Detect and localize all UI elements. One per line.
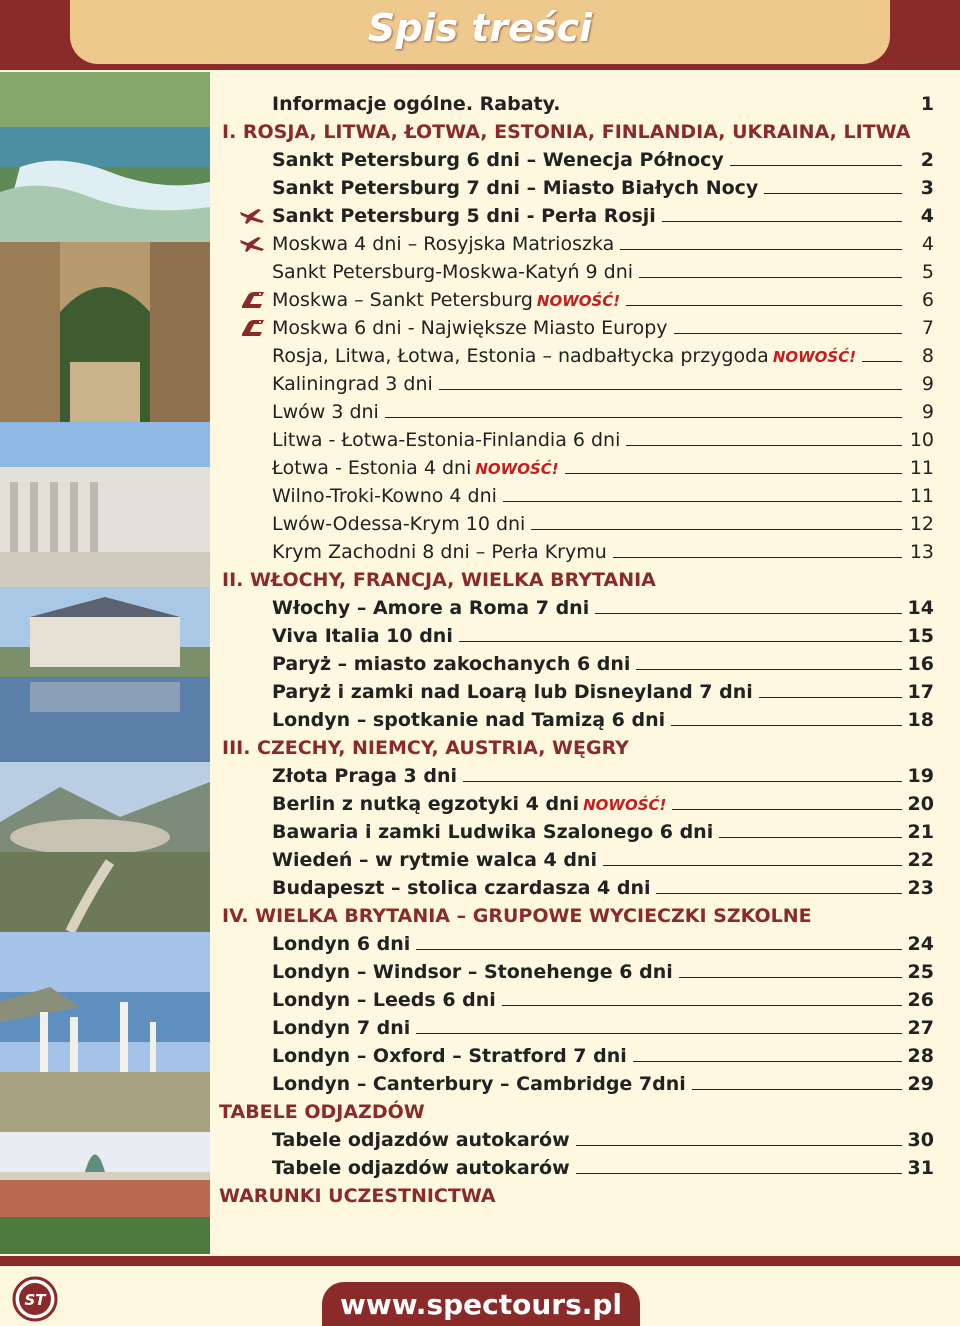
toc-entry[interactable] <box>272 930 410 958</box>
new-badge: NOWOŚĆ! <box>536 292 621 310</box>
toc-entry[interactable] <box>272 958 673 986</box>
toc-row[interactable] <box>0 650 960 678</box>
toc-entry[interactable] <box>272 818 713 846</box>
plane-icon <box>238 206 266 226</box>
toc-row[interactable] <box>0 958 960 986</box>
leader-line <box>595 613 902 614</box>
page-number: 19 <box>907 765 934 787</box>
page-number: 4 <box>921 233 934 255</box>
toc-row[interactable] <box>0 1042 960 1070</box>
section-heading: III. CZECHY, NIEMCY, AUSTRIA, WĘGRY <box>222 737 629 759</box>
section-heading: IV. WIELKA BRYTANIA – GRUPOWE WYCIECZKI SZKOLNE <box>222 905 812 927</box>
toc-entry-title: Tabele odjazdów autokarów <box>272 1157 570 1179</box>
toc-entry[interactable] <box>272 1042 627 1070</box>
toc-row[interactable] <box>0 790 960 818</box>
leader-line <box>633 1061 902 1062</box>
leader-line <box>576 1173 902 1174</box>
leader-line <box>656 893 902 894</box>
toc-entry-title: Budapeszt – stolica czardasza 4 dni <box>272 877 651 899</box>
toc-entry[interactable] <box>272 846 597 874</box>
toc-row[interactable] <box>0 258 960 286</box>
page-number: 30 <box>907 1129 934 1151</box>
leader-line <box>679 977 902 978</box>
toc-entry[interactable] <box>272 286 620 315</box>
leader-line <box>626 445 902 446</box>
toc-entry[interactable] <box>272 1014 410 1042</box>
toc-row[interactable] <box>0 510 960 538</box>
toc-row[interactable] <box>0 706 960 734</box>
toc-entry[interactable] <box>272 314 668 342</box>
toc-row[interactable] <box>0 286 960 314</box>
page-number: 24 <box>907 933 934 955</box>
toc-entry-title: Tabele odjazdów autokarów <box>272 1129 570 1151</box>
leader-line <box>613 557 902 558</box>
toc-entry[interactable] <box>272 678 753 706</box>
leader-line <box>692 1089 902 1090</box>
page-number: 16 <box>907 653 934 675</box>
page-number: 18 <box>907 709 934 731</box>
toc-row[interactable] <box>0 426 960 454</box>
leader-line <box>759 697 902 698</box>
section-heading: I. ROSJA, LITWA, ŁOTWA, ESTONIA, FINLANDIA, UKRAINA, LITWA <box>222 121 911 143</box>
url-tab <box>322 1282 640 1326</box>
leader-line <box>671 725 902 726</box>
toc-entry[interactable] <box>272 594 589 622</box>
spectours-logo <box>12 1276 58 1322</box>
page-number: 9 <box>921 401 934 423</box>
page-number: 28 <box>907 1045 934 1067</box>
toc-entry-title: Paryż i zamki nad Loarą lub Disneyland 7 dni <box>272 681 753 703</box>
toc-entry-title: Sankt Petersburg 5 dni - Perła Rosji <box>272 205 656 227</box>
toc-entry-title: Londyn 7 dni <box>272 1017 411 1039</box>
leader-line <box>459 641 902 642</box>
toc-row[interactable] <box>0 398 960 426</box>
toc-entry[interactable] <box>272 706 665 734</box>
page-number: 22 <box>907 849 934 871</box>
toc-entry[interactable] <box>272 258 633 286</box>
page-number: 20 <box>907 793 934 815</box>
page-number: 27 <box>907 1017 934 1039</box>
leader-line <box>603 865 902 866</box>
leader-line <box>662 221 902 222</box>
toc-entry-title: Londyn 6 dni <box>272 933 411 955</box>
toc-entry[interactable] <box>272 622 453 650</box>
bottom-border <box>0 1256 960 1266</box>
toc-entry-title: Paryż – miasto zakochanych 6 dni <box>272 653 631 675</box>
toc-entry[interactable] <box>272 454 559 483</box>
toc-entry-title: Krym Zachodni 8 dni – Perła Krymu <box>272 541 607 563</box>
toc-row[interactable] <box>0 454 960 482</box>
toc-row[interactable] <box>0 594 960 622</box>
leader-line <box>764 193 902 194</box>
leader-line <box>626 305 902 306</box>
toc-entry-title: Berlin z nutką egzotyki 4 dni <box>272 793 580 815</box>
toc-entry[interactable] <box>272 986 496 1014</box>
leader-line <box>639 277 902 278</box>
leader-line <box>719 837 902 838</box>
toc-entry[interactable] <box>272 90 560 118</box>
leader-line <box>565 473 902 474</box>
leader-line <box>503 501 902 502</box>
leader-line <box>576 1145 902 1146</box>
toc-entry-title: Sankt Petersburg-Moskwa-Katyń 9 dni <box>272 261 634 283</box>
toc-row[interactable] <box>0 1070 960 1098</box>
toc-entry[interactable] <box>272 650 630 678</box>
toc-entry-title: Londyn – spotkanie nad Tamizą 6 dni <box>272 709 666 731</box>
toc-entry[interactable] <box>272 538 607 566</box>
page-title: Spis treści <box>367 6 593 50</box>
page-number: 4 <box>920 205 934 227</box>
toc-row[interactable] <box>0 762 960 790</box>
section-heading: II. WŁOCHY, FRANCJA, WIELKA BRYTANIA <box>222 569 656 591</box>
toc-entry-title: Łotwa - Estonia 4 dni <box>272 457 472 479</box>
toc-row[interactable] <box>0 90 960 118</box>
toc-row[interactable] <box>0 818 960 846</box>
page-number: 1 <box>920 93 934 115</box>
toc-entry[interactable] <box>272 370 433 398</box>
page-number: 8 <box>921 345 934 367</box>
new-badge: NOWOŚĆ! <box>772 348 857 366</box>
toc-row[interactable] <box>0 678 960 706</box>
toc-row[interactable] <box>0 846 960 874</box>
leader-line <box>416 949 902 950</box>
toc-row[interactable] <box>0 622 960 650</box>
page-number: 31 <box>907 1157 934 1179</box>
toc-entry-title: Moskwa 4 dni – Rosyjska Matrioszka <box>272 233 615 255</box>
toc-entry-title: Kaliningrad 3 dni <box>272 373 433 395</box>
toc-entry[interactable] <box>272 174 758 202</box>
leader-line <box>636 669 902 670</box>
toc-entry-title: Bawaria i zamki Ludwika Szalonego 6 dni <box>272 821 714 843</box>
leader-line <box>620 249 902 250</box>
toc-entry-title: Informacje ogólne. Rabaty. <box>272 93 561 115</box>
toc-row[interactable] <box>0 986 960 1014</box>
page-number: 13 <box>909 541 934 563</box>
toc-row[interactable] <box>0 314 960 342</box>
toc-row[interactable] <box>0 370 960 398</box>
toc-entry-title: Litwa - Łotwa-Estonia-Finlandia 6 dni <box>272 429 621 451</box>
toc-entry-title: Lwów-Odessa-Krym 10 dni <box>272 513 526 535</box>
toc-row[interactable] <box>0 930 960 958</box>
plane-icon <box>238 234 266 254</box>
toc-entry[interactable] <box>272 426 620 454</box>
toc-entry-title: Wilno-Troki-Kowno 4 dni <box>272 485 497 507</box>
toc-row[interactable] <box>0 230 960 258</box>
leader-line <box>439 389 902 390</box>
page-number: 29 <box>907 1073 934 1095</box>
toc-row[interactable] <box>0 202 960 230</box>
page-number: 26 <box>907 989 934 1011</box>
page-number: 2 <box>920 149 934 171</box>
toc-entry[interactable] <box>272 398 379 426</box>
toc-row[interactable] <box>0 1126 960 1154</box>
title-tab <box>70 0 890 64</box>
toc-entry[interactable] <box>272 146 724 174</box>
toc-entry-title: Londyn – Canterbury – Cambridge 7dni <box>272 1073 686 1095</box>
toc-entry[interactable] <box>272 1126 570 1154</box>
page-number: 6 <box>921 289 934 311</box>
toc-entry-title: Sankt Petersburg 6 dni – Wenecja Północy <box>272 149 724 171</box>
train-icon <box>238 318 266 338</box>
page-number: 7 <box>921 317 934 339</box>
toc-entry-title: Londyn – Windsor – Stonehenge 6 dni <box>272 961 673 983</box>
toc-entry-title: Złota Praga 3 dni <box>272 765 458 787</box>
toc-row[interactable] <box>0 174 960 202</box>
leader-line <box>385 417 902 418</box>
page-number: 11 <box>909 485 934 507</box>
new-badge: NOWOŚĆ! <box>475 460 559 478</box>
toc-entry-title: Sankt Petersburg 7 dni – Miasto Białych Nocy <box>272 177 759 199</box>
toc-entry[interactable] <box>272 762 457 790</box>
leader-line <box>531 529 902 530</box>
page-number: 12 <box>909 513 934 535</box>
page-number: 21 <box>907 821 934 843</box>
leader-line <box>862 361 902 362</box>
leader-line <box>674 333 902 334</box>
page-number: 10 <box>909 429 934 451</box>
toc-entry-title: Rosja, Litwa, Łotwa, Estonia – nadbałtycka przygoda <box>272 345 769 367</box>
toc-entry-title: Wiedeń – w rytmie walca 4 dni <box>272 849 597 871</box>
toc-row[interactable] <box>0 538 960 566</box>
logo-text: ST <box>24 1291 46 1309</box>
page-number: 14 <box>907 597 934 619</box>
toc-row[interactable] <box>0 1154 960 1182</box>
page-number: 25 <box>907 961 934 983</box>
toc-entry[interactable] <box>272 342 856 371</box>
toc-entry[interactable] <box>272 1154 570 1182</box>
toc-entry-title: Londyn – Leeds 6 dni <box>272 989 496 1011</box>
toc-row[interactable] <box>0 1014 960 1042</box>
toc-row[interactable] <box>0 146 960 174</box>
toc-entry-title: Lwów 3 dni <box>272 401 379 423</box>
toc-entry[interactable] <box>272 482 497 510</box>
page-number: 9 <box>921 373 934 395</box>
page-number: 15 <box>907 625 934 647</box>
toc-entry-title: Londyn – Oxford – Stratford 7 dni <box>272 1045 627 1067</box>
leader-line <box>416 1033 902 1034</box>
toc-entry-title: Viva Italia 10 dni <box>272 625 453 647</box>
page-number: 3 <box>920 177 934 199</box>
toc-entry[interactable] <box>272 202 656 230</box>
toc-entry[interactable] <box>272 790 666 819</box>
page-number: 5 <box>921 261 934 283</box>
leader-line <box>463 781 902 782</box>
toc-entry-title: Moskwa 6 dni - Największe Miasto Europy <box>272 317 668 339</box>
toc-entry[interactable] <box>272 874 650 902</box>
new-badge: NOWOŚĆ! <box>583 796 667 814</box>
website-url[interactable]: www.spectours.pl <box>339 1288 623 1321</box>
leader-line <box>730 165 902 166</box>
page-number: 11 <box>909 457 934 479</box>
page-number: 17 <box>907 681 934 703</box>
section-heading: WARUNKI UCZESTNICTWA <box>219 1185 496 1207</box>
leader-line <box>502 1005 902 1006</box>
leader-line <box>672 809 902 810</box>
toc-row[interactable] <box>0 874 960 902</box>
toc-entry-title: Włochy – Amore a Roma 7 dni <box>272 597 590 619</box>
toc-entry[interactable] <box>272 230 614 258</box>
toc-entry[interactable] <box>272 1070 686 1098</box>
toc-entry-title: Moskwa – Sankt Petersburg <box>272 289 533 311</box>
toc-row[interactable] <box>0 342 960 370</box>
toc-entry[interactable] <box>272 510 525 538</box>
page-number: 23 <box>907 877 934 899</box>
train-icon <box>238 290 266 310</box>
toc-row[interactable] <box>0 482 960 510</box>
section-heading: TABELE ODJAZDÓW <box>219 1101 425 1123</box>
